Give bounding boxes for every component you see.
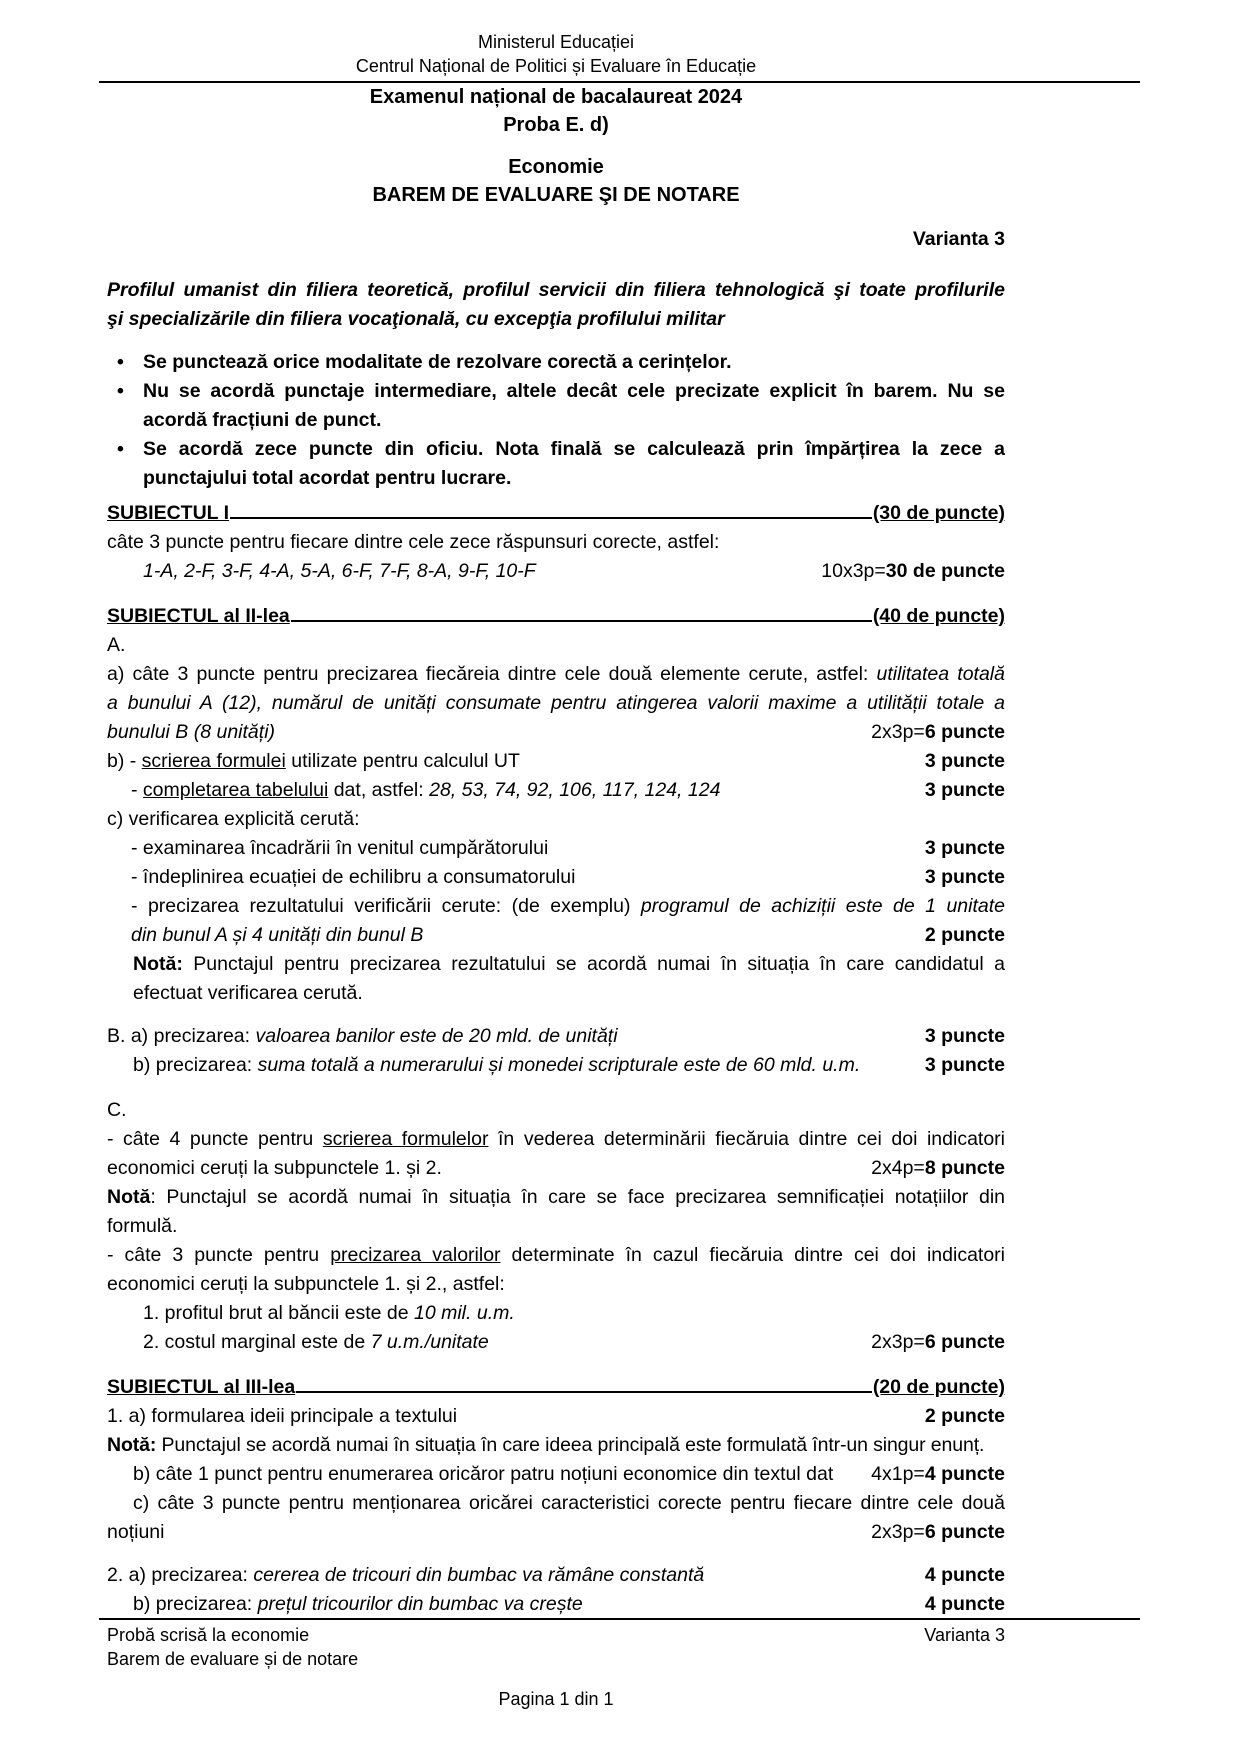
profile-line-2: şi specializările din filiera vocaţională, cu excepţia profilului militar: [107, 308, 725, 330]
part-c-note-line-1: Notă: Punctajul se acordă numai în situația în care se face precizarea semnificației notațiilor din: [107, 1186, 1005, 1208]
part-a-item-c-intro: c) verificarea explicită cerută:: [107, 808, 360, 830]
footer-doc-title: Probă scrisă la economie: [107, 1625, 310, 1645]
heading-underline: [291, 620, 872, 622]
part-a-note-line-2: efectuat verificarea cerută.: [133, 982, 363, 1004]
bullet-icon: •: [117, 438, 124, 460]
barem-title: BAREM DE EVALUARE ŞI DE NOTARE: [372, 184, 740, 206]
subject3-title: SUBIECTUL al III-lea: [107, 1376, 296, 1398]
part-a-item-c-1: - examinarea încadrării în venitul cumpărătorului 3 puncte: [107, 834, 1005, 863]
page-header: [99, 30, 1140, 83]
subject1-heading-row: [107, 499, 1005, 528]
subject-name: Economie: [508, 156, 604, 178]
bullet-item-2-line-2: acordă fracțiuni de punct.: [143, 409, 382, 431]
subject3-heading-row: [107, 1373, 1005, 1402]
variant-label: Varianta 3: [912, 228, 1005, 250]
points-value: 3 puncte: [924, 1025, 1005, 1047]
points-value: 3 puncte: [924, 866, 1005, 888]
points-value: 10x3p=30 de puncte: [821, 560, 1005, 582]
part-a-item-a-line-1: a) câte 3 puncte pentru precizarea fiecăreia dintre cele două elemente cerute, astfel: utilitatea totală: [107, 663, 1005, 685]
bullet-item-2-line-1: • Nu se acordă punctaje intermediare, altele decât cele precizate explicit în barem. Nu se: [107, 377, 1005, 406]
part-a-item-b-line-2: - completarea tabelului dat, astfel: 28, 53, 74, 92, 106, 117, 124, 124 3 puncte: [107, 776, 1005, 805]
page-footer: [99, 1618, 1140, 1711]
subject2-title: SUBIECTUL al II-lea: [107, 605, 290, 627]
subject3-item-1b: b) câte 1 punct pentru enumerarea oricăror patru noțiuni economice din textul dat 4x1p=4 puncte: [107, 1460, 1005, 1489]
part-c-item-2: 2. costul marginal este de 7 u.m./unitate 2x3p=6 puncte: [107, 1328, 1005, 1357]
points-value: 2x3p=6 puncte: [871, 1521, 1005, 1543]
subject1-answers: 1-A, 2-F, 3-F, 4-A, 5-A, 6-F, 7-F, 8-A, 9-F, 10-F: [143, 560, 536, 582]
points-value: 4 puncte: [924, 1593, 1005, 1615]
part-a-label: A.: [107, 634, 126, 656]
subject3-points: (20 de puncte): [872, 1376, 1005, 1398]
points-value: 4x1p=4 puncte: [871, 1463, 1005, 1485]
part-c-item-1: 1. profitul brut al băncii este de 10 mil. u.m.: [143, 1302, 515, 1324]
points-value: 2x3p=6 puncte: [871, 721, 1005, 743]
subject1-intro: câte 3 puncte pentru fiecare dintre cele zece răspunsuri corecte, astfel:: [107, 531, 720, 553]
subject3-note: Notă: Punctajul se acordă numai în situația în care ideea principală este formulată într-un singur enunț.: [107, 1434, 985, 1456]
subject3-item-1c-line-1: c) câte 3 puncte pentru menționarea oricărei caracteristici corecte pentru fiecare dintre cele două: [133, 1492, 1005, 1514]
subject1-title: SUBIECTUL I: [107, 502, 230, 524]
part-c-formulas-line-1: - câte 4 puncte pentru scrierea formulelor în vederea determinării fiecăruia dintre cei doi indicatori: [107, 1128, 1006, 1150]
part-a-item-c-3-line-2: din bunul A și 4 unități din bunul B 2 puncte: [107, 921, 1005, 950]
part-c-values-line-1: - câte 3 puncte pentru precizarea valorilor determinate în cazul fiecăruia dintre cei doi indicatori: [107, 1244, 1005, 1266]
bullet-item-3-line-1: • Se acordă zece puncte din oficiu. Nota finală se calculează prin împărțirea la zece a: [107, 435, 1005, 464]
points-value: 2x4p=8 puncte: [871, 1157, 1005, 1179]
bullet-item-3-line-2: punctajului total acordat pentru lucrare.: [143, 467, 512, 489]
points-value: 3 puncte: [924, 779, 1005, 801]
points-value: 3 puncte: [924, 1054, 1005, 1076]
bullet-icon: •: [117, 351, 124, 373]
part-a-item-c-2: - îndeplinirea ecuației de echilibru a consumatorului 3 puncte: [107, 863, 1005, 892]
part-a-item-c-3-line-1: - precizarea rezultatului verificării cerute: (de exemplu) programul de achiziții este de 1 unitate: [131, 895, 1005, 917]
part-a-item-a-line-3: bunului B (8 unități) 2x3p=6 puncte: [107, 718, 1005, 747]
subject2-heading-row: [107, 602, 1005, 631]
subject3-item-1c-line-2: noțiuni 2x3p=6 puncte: [107, 1518, 1005, 1547]
subject3-item-2b: b) precizarea: prețul tricourilor din bumbac va crește 4 puncte: [107, 1590, 1005, 1619]
heading-underline: [230, 517, 872, 519]
exam-probe: Proba E. d): [503, 114, 609, 136]
exam-title: Examenul național de bacalaureat 2024: [369, 86, 743, 108]
points-value: 2 puncte: [924, 924, 1005, 946]
part-c-values-line-2: economici ceruți la subpunctele 1. și 2., astfel:: [107, 1273, 505, 1295]
part-a-item-b-line-1: b) - scrierea formulei utilizate pentru calculul UT 3 puncte: [107, 747, 1005, 776]
subject3-item-2a: 2. a) precizarea: cererea de tricouri din bumbac va rămâne constantă 4 puncte: [107, 1561, 1005, 1590]
points-value: 2 puncte: [924, 1405, 1005, 1427]
profile-line-1: Profilul umanist din filiera teoretică, profilul servicii din filiera tehnologică şi toate profilurile: [107, 279, 1005, 301]
points-value: 3 puncte: [924, 837, 1005, 859]
part-a-note-line-1: Notă: Punctajul pentru precizarea rezultatului se acordă numai în situația în care candidatul a: [133, 953, 1005, 975]
part-a-item-a-line-2: a bunului A (12), numărul de unități consumate pentru atingerea valorii maxime a utilității totale a: [107, 692, 1005, 714]
subject1-points: (30 de puncte): [872, 502, 1005, 524]
subject1-answers-row: [107, 557, 1005, 586]
bullet-item-1: • Se punctează orice modalitate de rezolvare corectă a cerințelor.: [107, 348, 1005, 377]
part-b-item-b: b) precizarea: suma totală a numerarului și monedei scripturale este de 60 mld. u.m. 3 puncte: [107, 1051, 1005, 1080]
subject3-item-1a: 1. a) formularea ideii principale a textului 2 puncte: [107, 1402, 1005, 1431]
institution-name: Centrul Național de Politici și Evaluare în Educație: [355, 56, 757, 76]
footer-variant: Varianta 3: [924, 1625, 1005, 1645]
part-c-formulas-line-2: economici ceruți la subpunctele 1. și 2. 2x4p=8 puncte: [107, 1154, 1005, 1183]
subject2-points: (40 de puncte): [872, 605, 1005, 627]
ministry-name: Ministerul Educației: [477, 32, 635, 52]
footer-page-number: Pagina 1 din 1: [498, 1689, 614, 1709]
part-c-label: C.: [107, 1099, 127, 1121]
points-value: 4 puncte: [924, 1564, 1005, 1586]
footer-doc-subtitle: Barem de evaluare și de notare: [107, 1649, 359, 1669]
points-value: 3 puncte: [924, 750, 1005, 772]
part-c-note-line-2: formulă.: [107, 1215, 178, 1237]
bullet-icon: •: [117, 380, 124, 402]
part-b-item-a: B. a) precizarea: valoarea banilor este de 20 mld. de unități 3 puncte: [107, 1022, 1005, 1051]
heading-underline: [296, 1391, 872, 1393]
document-body: [107, 83, 1005, 1619]
points-value: 2x3p=6 puncte: [871, 1331, 1005, 1353]
